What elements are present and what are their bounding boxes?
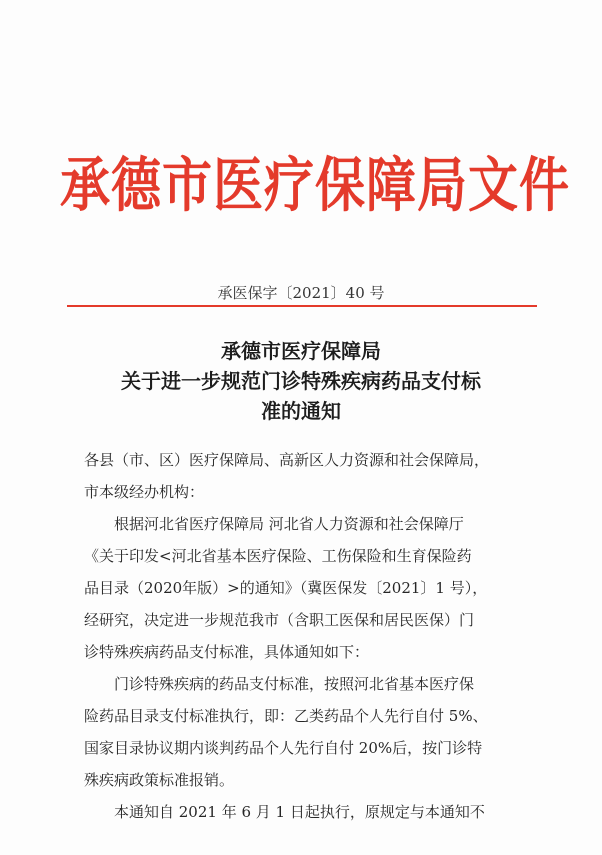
document-body [84,444,524,828]
paragraph-line: 《关于印发<河北省基本医疗保险、工伤保险和生育保险药 [84,547,472,565]
document-number: 承医保字〔2021〕40 号 [217,284,385,302]
paragraph-line: 殊疾病政策标准报销。 [84,771,235,789]
paragraph-line: 诊特殊疾病药品支付标准，具体通知如下： [84,643,370,661]
addressee-line: 市本级经办机构： [84,483,205,501]
paragraph-line: 品目录（2020年版）>的通知》（冀医保发〔2021〕1 号）， [84,579,488,597]
notice-title-line-1: 承德市医疗保障局 [221,339,381,363]
notice-title [60,336,542,426]
paragraph-basis [84,508,524,668]
notice-title-line-2: 关于进一步规范门诊特殊疾病药品支付标 [121,369,481,393]
paragraph-line: 险药品目录支付标准执行，即：乙类药品个人先行自付 5%、 [84,707,488,725]
addressee-line: 各县（市、区）医疗保障局、高新区人力资源和社会保障局， [84,451,490,469]
paragraph-line: 根据河北省医疗保障局 河北省人力资源和社会保障厅 [114,515,464,533]
paragraph-line: 门诊特殊疾病的药品支付标准，按照河北省基本医疗保 [114,675,475,693]
paragraph-standard [84,668,524,796]
document-header-title: 承德市医疗保障局文件 [60,150,570,220]
paragraph-line: 本通知自 2021 年 6 月 1 日起执行，原规定与本通知不 [114,803,485,821]
notice-title-line-3: 准的通知 [261,399,341,423]
paragraph-line: 经研究，决定进一步规范我市（含职工医保和居民医保）门 [84,611,475,629]
red-divider-line [67,305,537,307]
addressee-block [84,444,524,508]
paragraph-effective-date [84,796,524,828]
paragraph-line: 国家目录协议期内谈判药品个人先行自付 20%后，按门诊特 [84,739,483,757]
